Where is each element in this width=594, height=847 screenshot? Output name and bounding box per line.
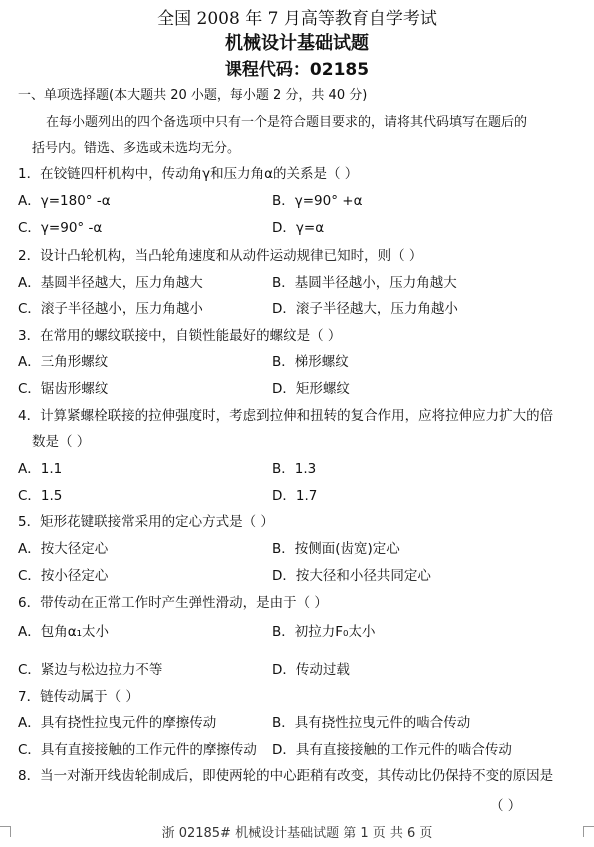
question-5-option-c: C．按小径定心 — [18, 568, 109, 584]
question-8-answer-bracket: （ ） — [490, 798, 522, 814]
question-1-option-d: D．γ=α — [272, 220, 325, 236]
question-4-option-a: A．1.1 — [18, 461, 63, 477]
question-2-stem: 2．设计凸轮机构，当凸轮角速度和从动件运动规律已知时，则（ ） — [18, 248, 423, 264]
question-7-stem: 7．链传动属于（ ） — [18, 689, 139, 705]
question-4-stem: 4．计算紧螺栓联接的拉伸强度时，考虑到拉伸和扭转的复合作用，应将拉伸应力扩大的倍 — [18, 408, 554, 424]
question-7-option-d: D．具有直接接触的工作元件的啮合传动 — [272, 742, 512, 758]
course-code: 课程代码：02185 — [224, 60, 370, 80]
question-2-option-a: A．基圆半径越大，压力角越大 — [18, 275, 203, 291]
question-1-option-b: B．γ=90° +α — [272, 193, 363, 209]
question-1-option-a: A．γ=180° -α — [18, 193, 111, 209]
question-5-option-d: D．按大径和小径共同定心 — [272, 568, 431, 584]
section-title: 一、单项选择题(本大题共 20 小题，每小题 2 分，共 40 分) — [18, 88, 368, 103]
question-1-option-c: C．γ=90° -α — [18, 220, 103, 236]
question-3-stem: 3．在常用的螺纹联接中，自锁性能最好的螺纹是（ ） — [18, 328, 342, 344]
question-3-option-a: A．三角形螺纹 — [18, 354, 109, 370]
exam-header-line: 全国 2008 年 7 月高等教育自学考试 — [157, 9, 437, 29]
question-6-option-c: C．紧边与松边拉力不等 — [18, 662, 163, 678]
question-7-option-c: C．具有直接接触的工作元件的摩擦传动 — [18, 742, 257, 758]
question-2-option-b: B．基圆半径越小，压力角越大 — [272, 275, 457, 291]
question-8-stem: 8．当一对渐开线齿轮制成后，即使两轮的中心距稍有改变，其传动比仍保持不变的原因是 — [18, 768, 554, 784]
section-instructions-line1: 在每小题列出的四个备选项中只有一个是符合题目要求的，请将其代码填写在题后的 — [46, 115, 528, 130]
question-5-stem: 5．矩形花键联接常采用的定心方式是（ ） — [18, 514, 274, 530]
question-4-option-d: D．1.7 — [272, 488, 318, 504]
question-4-option-b: B．1.3 — [272, 461, 317, 477]
question-4-stem-continued: 数是（ ） — [32, 434, 91, 450]
question-7-option-b: B．具有挠性拉曳元件的啮合传动 — [272, 715, 471, 731]
question-5-option-a: A．按大径定心 — [18, 541, 109, 557]
question-2-option-d: D．滚子半径越大，压力角越小 — [272, 301, 458, 317]
question-1-stem: 1．在铰链四杆机构中，传动角γ和压力角α的关系是（ ） — [18, 166, 359, 182]
question-4-option-c: C．1.5 — [18, 488, 63, 504]
question-5-option-b: B．按侧面(齿宽)定心 — [272, 541, 400, 557]
page-footer: 浙 02185# 机械设计基础试题 第 1 页 共 6 页 — [161, 826, 433, 841]
question-6-option-a: A．包角α₁太小 — [18, 624, 110, 640]
question-6-stem: 6．带传动在正常工作时产生弹性滑动，是由于（ ） — [18, 595, 328, 611]
question-7-option-a: A．具有挠性拉曳元件的摩擦传动 — [18, 715, 217, 731]
question-6-option-d: D．传动过载 — [272, 662, 350, 678]
question-3-option-c: C．锯齿形螺纹 — [18, 381, 109, 397]
exam-title: 机械设计基础试题 — [225, 33, 369, 54]
question-6-option-b: B．初拉力F₀太小 — [272, 624, 376, 640]
question-2-option-c: C．滚子半径越小，压力角越小 — [18, 301, 203, 317]
question-3-option-d: D．矩形螺纹 — [272, 381, 350, 397]
question-3-option-b: B．梯形螺纹 — [272, 354, 349, 370]
section-instructions-line2: 括号内。错选、多选或未选均无分。 — [32, 141, 241, 156]
